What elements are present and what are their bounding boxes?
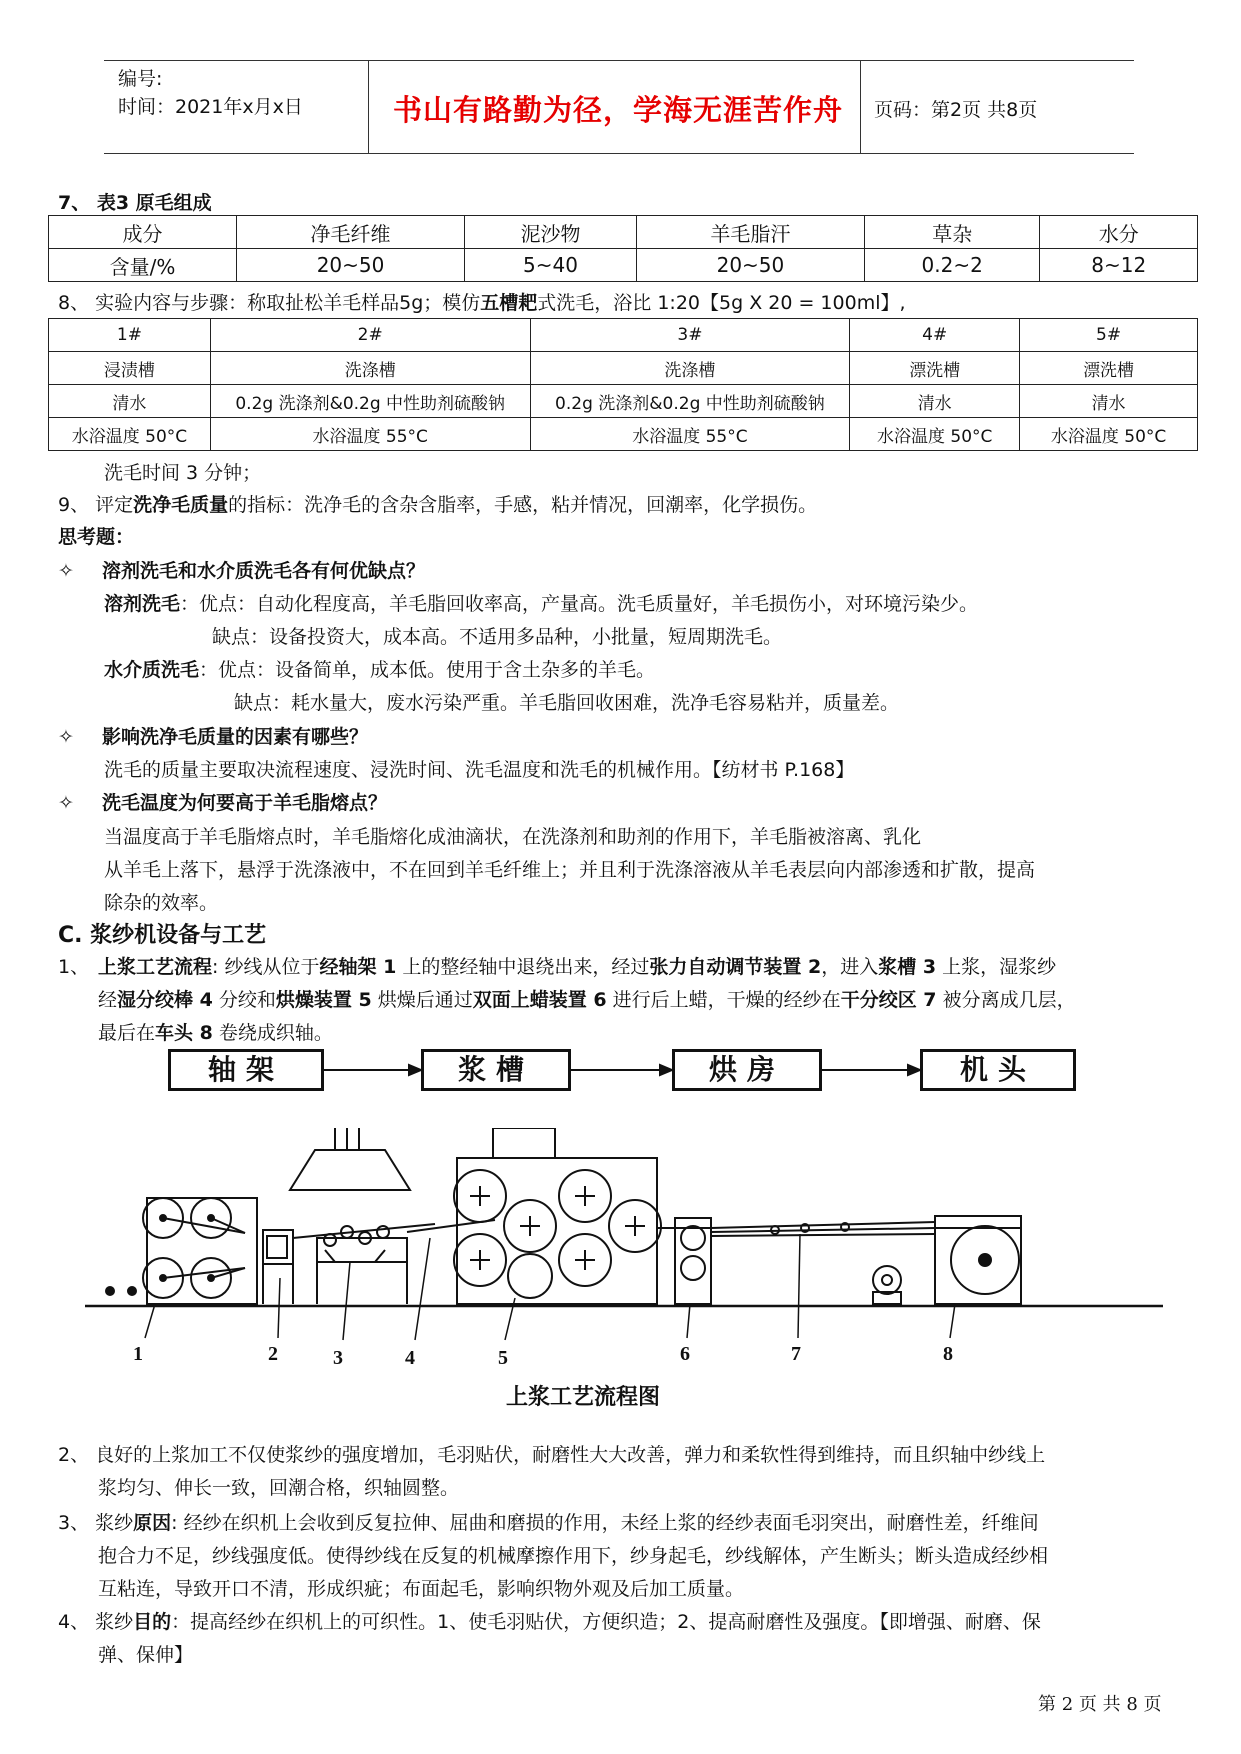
sizing-process-line-1: [58, 952, 1056, 979]
table-row: [49, 319, 1198, 352]
table-cell: 水分: [1040, 216, 1198, 249]
header-motto: 书山有路勤为径，学海无涯苦作舟: [393, 93, 844, 127]
paragraph-4-bold: 目的: [133, 1611, 172, 1633]
p1-seg: 干分绞区 7: [840, 989, 937, 1011]
question-2: [58, 722, 368, 749]
p1-seg: 卷绕成织轴。: [212, 1022, 333, 1044]
table-cell: 清水: [49, 385, 211, 418]
paragraph-3-bold: 原因: [133, 1512, 172, 1534]
table-cell: 8~12: [1040, 249, 1198, 282]
diagram-label: 6: [680, 1343, 690, 1365]
diagram-label: 1: [133, 1343, 143, 1365]
paragraph-3-prefix: 3、 浆纱: [58, 1512, 134, 1534]
page-footer: 第 2 页 共 8 页: [1038, 1694, 1162, 1715]
table-cell: 水浴温度 50°C: [49, 418, 211, 451]
item8-text: [58, 288, 906, 315]
table-cell: 水浴温度 55°C: [210, 418, 530, 451]
table-cell: 1#: [49, 319, 211, 352]
table-row: [49, 352, 1198, 385]
solvent-cons: 缺点：设备投资大，成本高。不适用多品种，小批量，短周期洗毛。: [212, 626, 783, 648]
answer-2: 洗毛的质量主要取决流程速度、浸洗时间、洗毛温度和洗毛的机械作用。【纺材书 P.168】: [104, 759, 855, 781]
flow-box-headstock: 机头: [920, 1049, 1076, 1091]
diagram-label: 5: [498, 1347, 508, 1368]
paragraph-3-line-2: 抱合力不足，纱线强度低。使得纱线在反复的机械摩擦作用下，纱身起毛，纱线解体，产生断头；断头造成经纱相: [98, 1545, 1049, 1567]
table-cell: 4#: [850, 319, 1020, 352]
paragraph-4-prefix: 4、 浆纱: [58, 1611, 134, 1633]
p1-seg: 车头 8: [155, 1022, 213, 1044]
diagram-label: 2: [268, 1343, 278, 1365]
table-cell: 净毛纤维: [236, 216, 464, 249]
p1-seg: 上浆工艺流程: [98, 956, 213, 978]
p1-seg: ，进入: [821, 956, 879, 978]
item9-bold: 洗净毛质量: [133, 494, 229, 516]
table-cell: 洗涤槽: [530, 352, 850, 385]
item8-bold: 五槽耙: [480, 292, 538, 314]
header-number-label: 编号:: [118, 68, 163, 90]
table-cell: 含量/%: [49, 249, 237, 282]
header-divider-left: [368, 60, 369, 153]
answer-3-line-1: 当温度高于羊毛脂熔点时，羊毛脂熔化成油滴状，在洗涤剂和助剂的作用下，羊毛脂被溶离、乳化: [104, 826, 922, 848]
table-row: [49, 385, 1198, 418]
p1-seg: 烘燥装置 5: [275, 989, 372, 1011]
header-divider-right: [860, 60, 861, 153]
paragraph-3-line-3: 互粘连，导致开口不清，形成织疵；布面起毛，影响织物外观及后加工质量。: [98, 1578, 745, 1600]
table-cell: 3#: [530, 319, 850, 352]
table-cell: 20~50: [236, 249, 464, 282]
table-cell: 清水: [850, 385, 1020, 418]
flow-arrows: [0, 1040, 1241, 1100]
p1-seg: 被分离成几层，: [936, 989, 1076, 1011]
diagram-caption: 上浆工艺流程图: [506, 1385, 661, 1410]
sizing-process-line-2: [98, 985, 1076, 1012]
raw-wool-composition-table: [48, 215, 1198, 282]
p1-seg: 经轴架 1: [319, 956, 397, 978]
table-row: [49, 418, 1198, 451]
solvent-pro-text: ：优点：自动化程度高，羊毛脂回收率高，产量高。洗毛质量好，羊毛损伤小，对环境污染少。: [180, 593, 979, 615]
p1-seg: 上的整经轴中退绕出来，经过: [396, 956, 650, 978]
diamond-bullet-icon: ✧: [58, 726, 74, 748]
table-cell: 洗涤槽: [210, 352, 530, 385]
diagram-label: 4: [405, 1347, 415, 1368]
p1-seg: 分绞和: [212, 989, 276, 1011]
table-cell: 5#: [1020, 319, 1198, 352]
header-page-number: 页码：第2页 共8页: [874, 99, 1038, 121]
paragraph-4-line-2: 弹、保伸】: [98, 1644, 194, 1666]
table-cell: 5~40: [465, 249, 637, 282]
wash-tank-table: [48, 318, 1198, 451]
paragraph-4-line-1: [58, 1607, 1041, 1634]
header-top-rule: [104, 60, 1134, 61]
diamond-bullet-icon: ✧: [58, 792, 74, 814]
p1-seg: : 纱线从位于: [212, 956, 320, 978]
table-cell: 0.2g 洗涤剂&0.2g 中性助剂硫酸钠: [530, 385, 850, 418]
table-cell: 成分: [49, 216, 237, 249]
diagram-label: 8: [943, 1343, 953, 1365]
diagram-label: 3: [333, 1347, 343, 1368]
solvent-label: 溶剂洗毛: [104, 593, 181, 615]
p1-seg: 烘燥后通过: [371, 989, 473, 1011]
header-time: 时间：2021年x月x日: [118, 96, 303, 118]
paragraph-2-line-1: 2、 良好的上浆加工不仅使浆纱的强度增加，毛羽贴伏，耐磨性大大改善，弹力和柔软性得到维持，而且织轴中纱线上: [58, 1444, 1046, 1466]
table-cell: 清水: [1020, 385, 1198, 418]
answer-3-line-3: 除杂的效率。: [104, 892, 219, 914]
table-cell: 水浴温度 55°C: [530, 418, 850, 451]
section-c-title: C. 浆纱机设备与工艺: [58, 923, 267, 948]
p1-seg: 上浆，湿浆纱: [936, 956, 1057, 978]
table-cell: 20~50: [636, 249, 864, 282]
table-header-row: [49, 216, 1198, 249]
item9-suffix: 的指标：洗净毛的含杂含脂率，手感，粘并情况，回潮率，化学损伤。: [228, 494, 818, 516]
water-label: 水介质洗毛: [104, 659, 200, 681]
water-pros: [104, 655, 655, 682]
thinking-title: 思考题：: [58, 526, 135, 548]
p1-seg: 湿分绞棒 4: [117, 989, 213, 1011]
question-2-text: 影响洗净毛质量的因素有哪些？: [102, 726, 369, 748]
header-bottom-rule: [104, 153, 1134, 154]
slasher-sizing-machine-diagram: [85, 1128, 1165, 1368]
paragraph-2-line-2: 浆均匀、伸长一致，回潮合格，织轴圆整。: [98, 1477, 460, 1499]
p1-seg: 最后在: [98, 1022, 156, 1044]
item7-title: 7、 表3 原毛组成: [58, 192, 212, 214]
p1-seg: 张力自动调节装置 2: [649, 956, 822, 978]
paragraph-3-line-1: [58, 1508, 1039, 1535]
water-pro-text: ：优点：设备简单，成本低。使用于含土杂多的羊毛。: [199, 659, 656, 681]
item8-suffix: 式洗毛，浴比 1:20【5g X 20 = 100ml】,: [537, 292, 906, 314]
question-3-text: 洗毛温度为何要高于羊毛脂熔点？: [102, 792, 388, 814]
flow-box-creel: 轴架: [168, 1049, 324, 1091]
diagram-label: 7: [791, 1343, 801, 1365]
p1-seg: 双面上蜡装置 6: [472, 989, 607, 1011]
item9-text: [58, 490, 817, 517]
flow-box-dryer: 烘房: [672, 1049, 822, 1091]
p1-seg: 浆槽 3: [878, 956, 937, 978]
table-cell: 羊毛脂汗: [636, 216, 864, 249]
table-cell: 水浴温度 50°C: [850, 418, 1020, 451]
answer-3-line-2: 从羊毛上落下，悬浮于洗涤液中，不在回到羊毛纤维上；并且利于洗涤溶液从羊毛表层向内部渗透和扩散，提高: [104, 859, 1036, 881]
paragraph-number: 1、: [58, 956, 90, 978]
table-cell: 水浴温度 50°C: [1020, 418, 1198, 451]
question-1: [58, 556, 425, 583]
table-cell: 浸渍槽: [49, 352, 211, 385]
paragraph-4-text: ：提高经纱在织机上的可织性。1、使毛羽贴伏，方便织造；2、提高耐磨性及强度。【即增强、耐磨、保: [171, 1611, 1041, 1633]
wash-time: 洗毛时间 3 分钟；: [104, 462, 262, 484]
item8-prefix: 8、 实验内容与步骤：称取扯松羊毛样品5g；模仿: [58, 292, 481, 314]
table-cell: 漂洗槽: [850, 352, 1020, 385]
p1-seg: 进行后上蜡，干燥的经纱在: [606, 989, 841, 1011]
table-cell: 泥沙物: [465, 216, 637, 249]
table-cell: 0.2g 洗涤剂&0.2g 中性助剂硫酸钠: [210, 385, 530, 418]
solvent-pros: [104, 589, 978, 616]
flow-box-size-box: 浆槽: [421, 1049, 571, 1091]
question-1-text: 溶剂洗毛和水介质洗毛各有何优缺点？: [102, 560, 426, 582]
table-cell: 漂洗槽: [1020, 352, 1198, 385]
table-cell: 2#: [210, 319, 530, 352]
item9-prefix: 9、 评定: [58, 494, 134, 516]
table-cell: 0.2~2: [864, 249, 1039, 282]
water-cons: 缺点：耗水量大，废水污染严重。羊毛脂回收困难，洗净毛容易粘并，质量差。: [234, 692, 900, 714]
diamond-bullet-icon: ✧: [58, 560, 74, 582]
paragraph-3-text: : 经纱在织机上会收到反复拉伸、屈曲和磨损的作用，未经上浆的经纱表面毛羽突出，耐磨性差，纤维间: [171, 1512, 1039, 1534]
p1-seg: 经: [98, 989, 118, 1011]
table-row: [49, 249, 1198, 282]
table-cell: 草杂: [864, 216, 1039, 249]
question-3: [58, 788, 387, 815]
